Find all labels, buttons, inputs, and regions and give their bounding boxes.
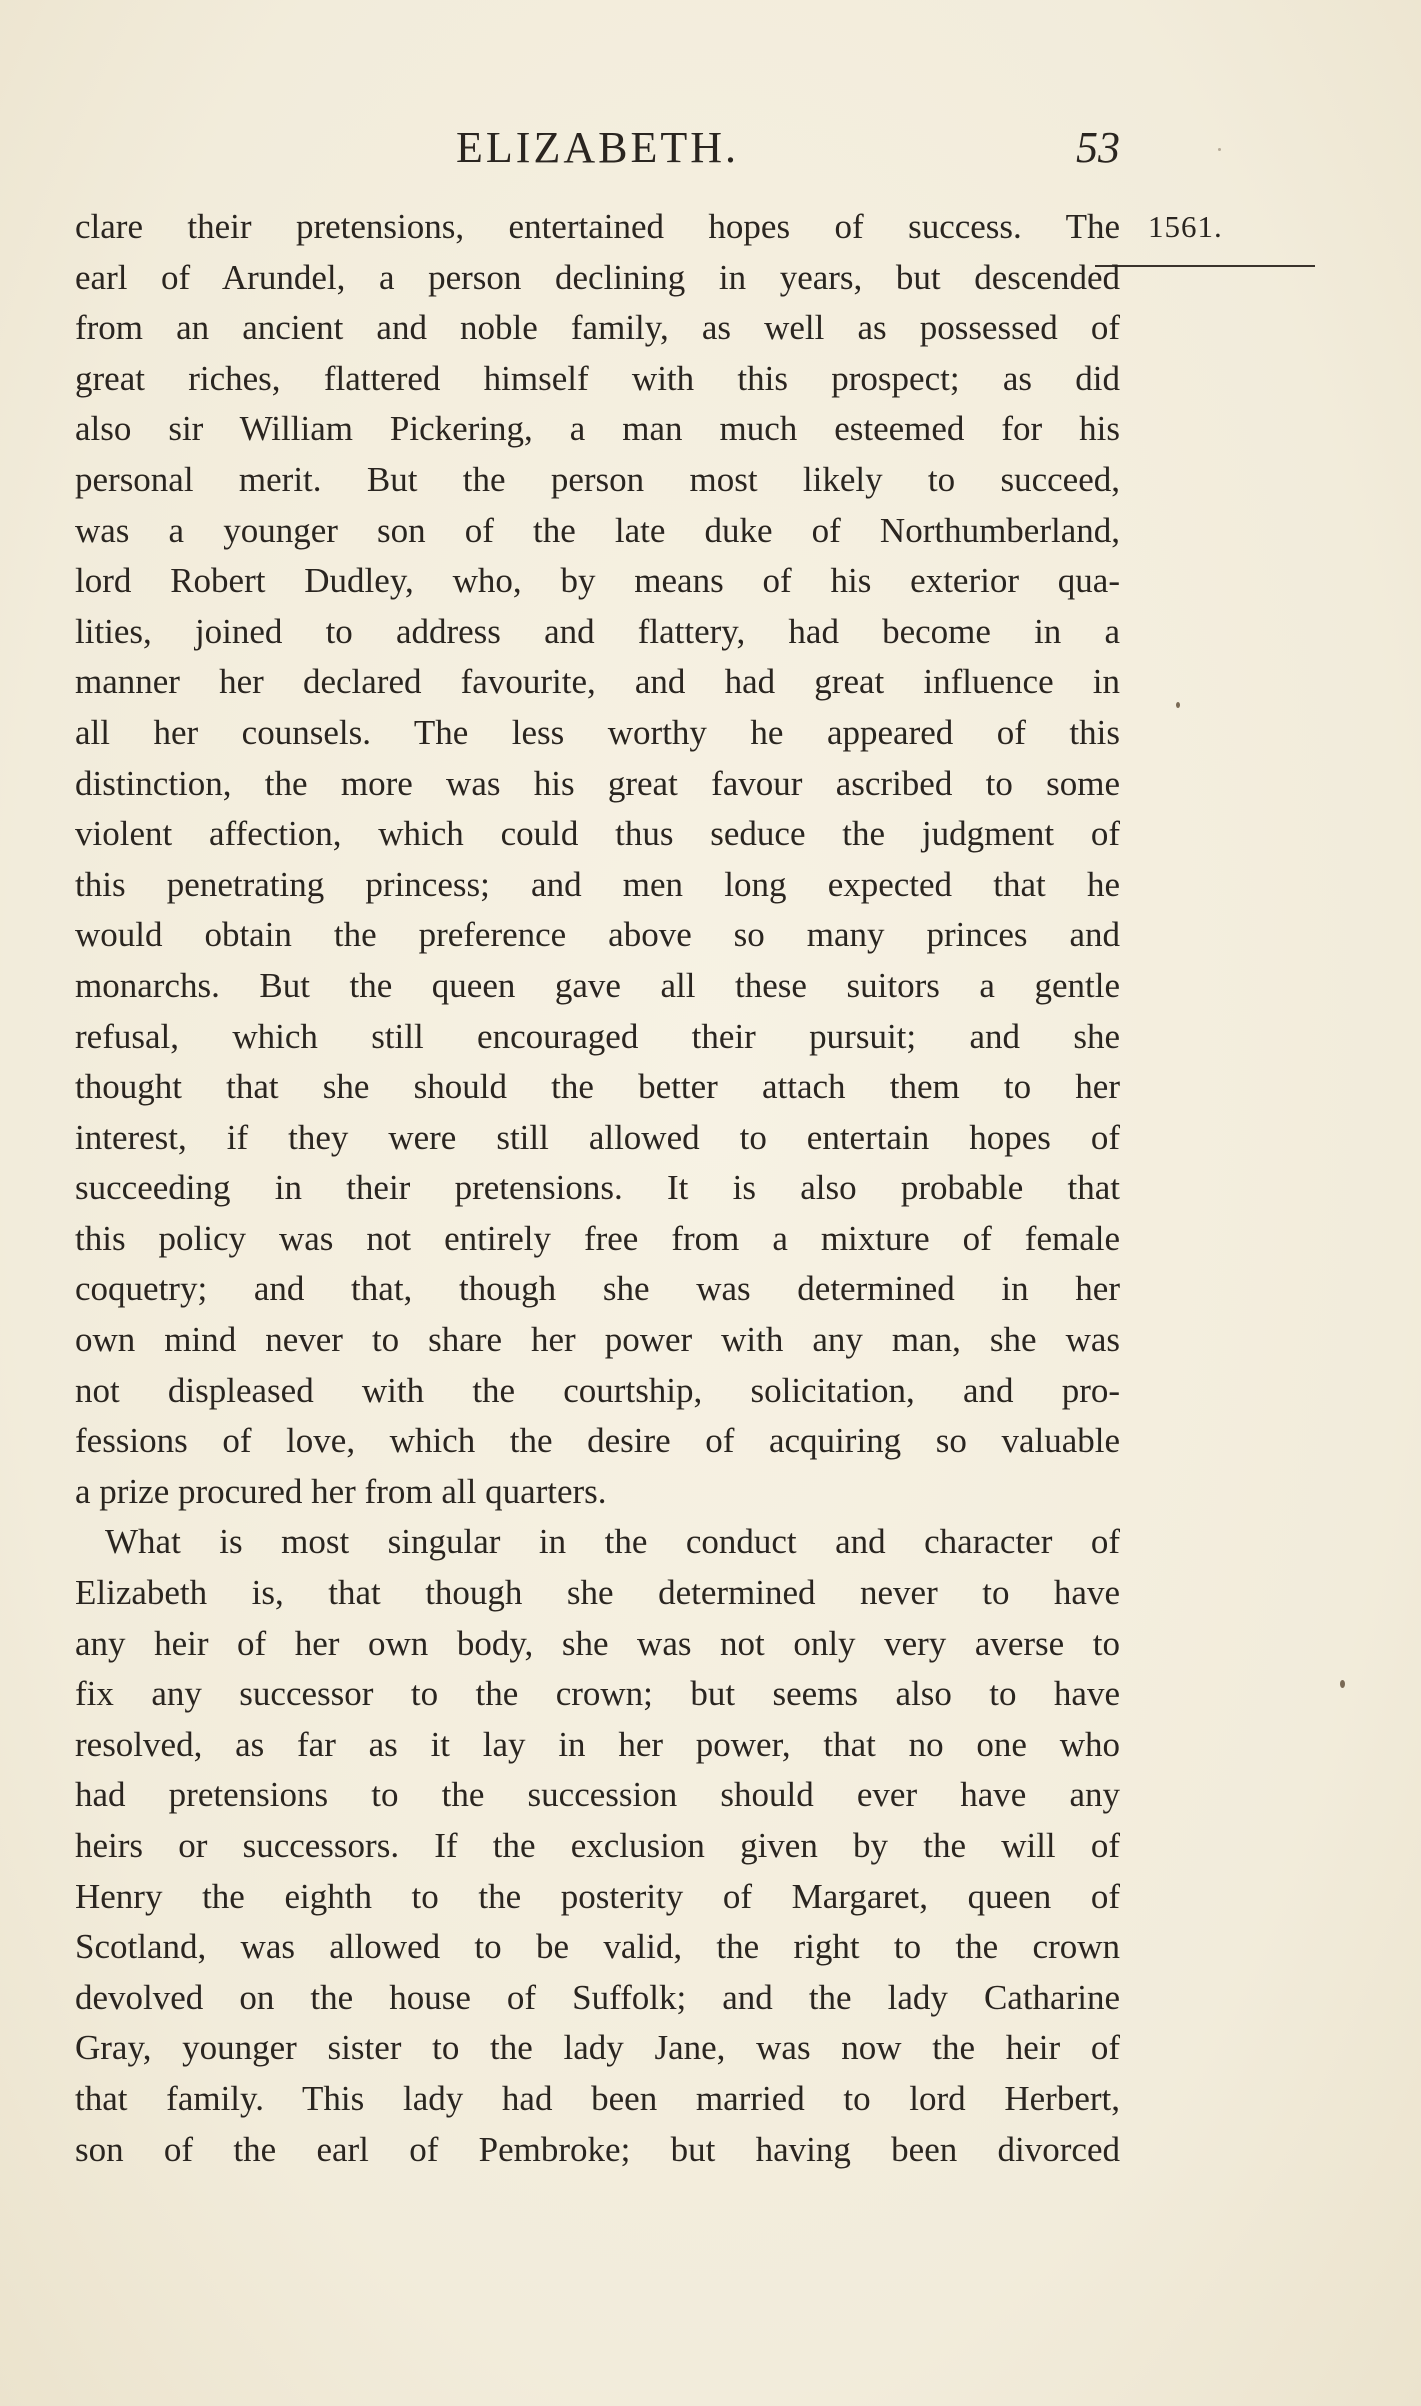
running-title: ELIZABETH.: [456, 123, 739, 172]
paper-speck: [1340, 1680, 1345, 1688]
body-text: [75, 202, 1120, 2175]
text-line: had pretensions to the succession should ever have any: [75, 1775, 1120, 1815]
text-line: coquetry; and that, though she was determined in her: [75, 1269, 1120, 1309]
text-line: monarchs. But the queen gave all these suitors a gentle: [75, 965, 1120, 1005]
text-line: violent affection, which could thus seduce the judgment of: [75, 814, 1120, 854]
text-line: earl of Arundel, a person declining in years, but descended: [75, 257, 1120, 297]
text-line: succeeding in their pretensions. It is also probable that: [75, 1168, 1120, 1208]
text-line: heirs or successors. If the exclusion given by the will of: [75, 1826, 1120, 1865]
paper-speck: [1176, 702, 1180, 708]
text-line: from an ancient and noble family, as well as possessed of: [75, 308, 1120, 348]
text-line: distinction, the more was his great favour ascribed to some: [75, 763, 1120, 803]
paper-speck: [1218, 148, 1221, 151]
margin-year-note: 1561.: [1148, 209, 1223, 244]
text-line: devolved on the house of Suffolk; and the lady Catharine: [75, 1977, 1120, 2017]
text-line: that family. This lady had been married to lord Herbert,: [75, 2078, 1120, 2118]
text-line-paragraph-start: What is most singular in the conduct and character of: [105, 1522, 1120, 1562]
margin-rule: [1095, 265, 1315, 267]
text-line: lord Robert Dudley, who, by means of his exterior qua-: [75, 561, 1120, 601]
running-head: [75, 118, 1120, 178]
text-line: Gray, younger sister to the lady Jane, was now the heir of: [75, 2028, 1120, 2068]
text-line: son of the earl of Pembroke; but having been divorced: [75, 2129, 1120, 2169]
text-line: personal merit. But the person most likely to succeed,: [75, 459, 1120, 499]
text-line: manner her declared favourite, and had great influence in: [75, 662, 1120, 702]
text-line: lities, joined to address and flattery, had become in a: [75, 611, 1120, 651]
text-line: fessions of love, which the desire of acquiring so valuable: [75, 1421, 1120, 1461]
text-line: this penetrating princess; and men long expected that he: [75, 864, 1120, 904]
text-line: would obtain the preference above so many princes and: [75, 915, 1120, 955]
text-line: own mind never to share her power with any man, she was: [75, 1320, 1120, 1360]
text-line: all her counsels. The less worthy he appeared of this: [75, 712, 1120, 752]
text-line: fix any successor to the crown; but seems also to have: [75, 1674, 1120, 1714]
text-line: this policy was not entirely free from a mixture of female: [75, 1218, 1120, 1258]
text-line: was a younger son of the late duke of Northumberland,: [75, 510, 1120, 550]
text-line: Henry the eighth to the posterity of Margaret, queen of: [75, 1876, 1120, 1916]
text-line: refusal, which still encouraged their pursuit; and she: [75, 1016, 1120, 1056]
text-line: also sir William Pickering, a man much esteemed for his: [75, 409, 1120, 449]
text-line: resolved, as far as it lay in her power, that no one who: [75, 1724, 1120, 1764]
text-line: great riches, flattered himself with this prospect; as did: [75, 358, 1120, 398]
text-line: Scotland, was allowed to be valid, the right to the crown: [75, 1927, 1120, 1967]
text-line: not displeased with the courtship, solicitation, and pro-: [75, 1370, 1120, 1410]
text-line: interest, if they were still allowed to entertain hopes of: [75, 1117, 1120, 1157]
text-line: thought that she should the better attach them to her: [75, 1067, 1120, 1107]
text-line: Elizabeth is, that though she determined never to have: [75, 1573, 1120, 1613]
text-line-paragraph-end: a prize procured her from all quarters.: [75, 1471, 607, 1511]
page-number: 53: [1076, 123, 1120, 172]
text-line: any heir of her own body, she was not only very averse to: [75, 1623, 1120, 1663]
text-line: clare their pretensions, entertained hopes of success. The: [75, 207, 1120, 246]
